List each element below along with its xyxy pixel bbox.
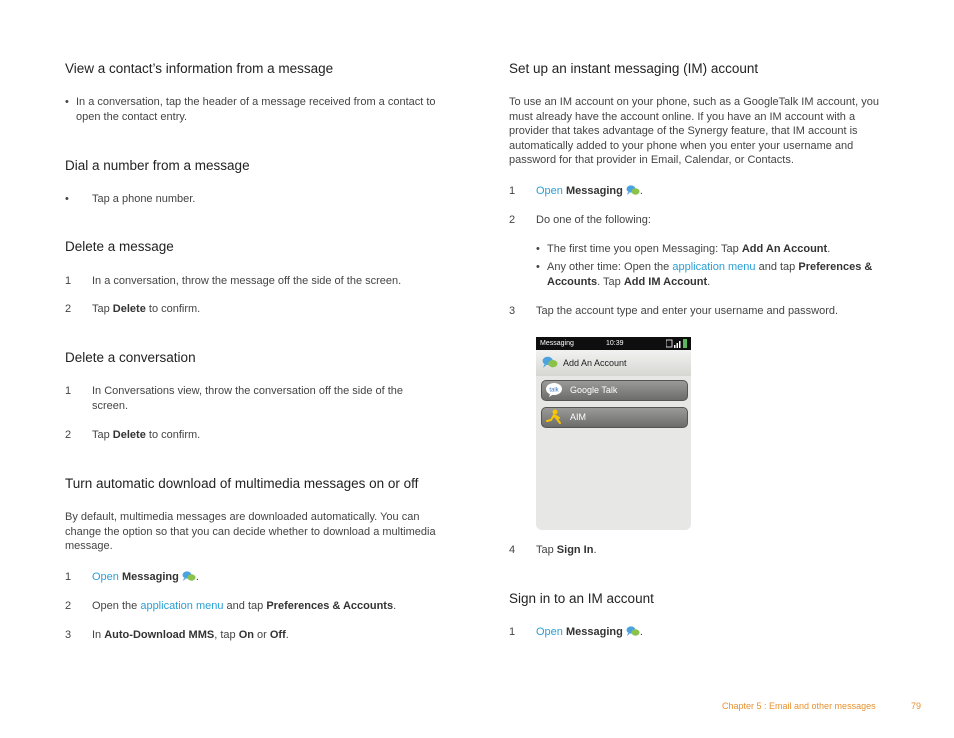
google-talk-icon — [545, 382, 563, 398]
phone-app-label: Messaging — [540, 340, 574, 347]
messaging-icon — [626, 184, 640, 196]
aim-runner-icon — [545, 409, 563, 425]
footer-chapter: Chapter 5 : Email and other messages — [722, 701, 876, 711]
phone-time: 10:39 — [606, 340, 624, 347]
svg-text:talk: talk — [549, 387, 559, 394]
phone-screenshot — [536, 337, 691, 530]
account-item-label: AIM — [570, 412, 587, 422]
step-number: 2 — [65, 303, 72, 315]
account-item-aim[interactable] — [541, 407, 688, 428]
step-text: In Auto-Download MMS, tap On or Off. — [92, 629, 289, 641]
bullet-marker: • — [65, 96, 69, 108]
step-number: 1 — [65, 275, 72, 287]
phone-status-bar — [536, 337, 691, 350]
sub-bullet-text: The first time you open Messaging: Tap Add An Account. — [547, 243, 831, 255]
bullet-marker: • — [536, 243, 540, 255]
add-account-row[interactable] — [536, 350, 691, 376]
step-number: 4 — [509, 544, 516, 556]
step-number: 3 — [509, 305, 516, 317]
section-intro: To use an IM account on your phone, such as a GoogleTalk IM account, you must already have the account online. If you have an IM account with a provider that takes advantage of the Synergy feature, that IM account is automatically added to your phone when you enter your username and password for that provider in Email, Calendar, or Contacts. — [509, 96, 879, 167]
bullet-text: In a conversation, tap the header of a message received from a contact to open the contact entry. — [76, 96, 436, 123]
step-text: Tap Delete to confirm. — [92, 429, 201, 441]
account-item-label: Google Talk — [570, 385, 618, 395]
step-text: Open the application menu and tap Preferences & Accounts. — [92, 600, 397, 612]
open-link[interactable]: Open — [536, 626, 563, 638]
step-text: Open Messaging . — [536, 626, 643, 638]
step-text: In Conversations view, throw the conversation off the side of the screen. — [92, 385, 404, 412]
heading-delete-message: Delete a message — [65, 239, 174, 254]
step-text: Open Messaging . — [92, 571, 199, 583]
bullet-marker: • — [536, 261, 540, 273]
open-link[interactable]: Open — [536, 185, 563, 197]
step-number: 1 — [509, 626, 516, 638]
messaging-icon — [626, 625, 640, 637]
bullet-text: Tap a phone number. — [92, 193, 196, 205]
application-menu-link[interactable]: application menu — [140, 600, 224, 612]
heading-dial-number: Dial a number from a message — [65, 158, 250, 173]
step-number: 2 — [65, 600, 72, 612]
step-text: In a conversation, throw the message off the side of the screen. — [92, 275, 402, 287]
step-number: 2 — [65, 429, 72, 441]
step-number: 1 — [509, 185, 516, 197]
bullet-marker: • — [65, 193, 69, 205]
section-intro: By default, multimedia messages are downloaded automatically. You can change the option so that you can decide whether to download a multimedia message. — [65, 511, 436, 553]
step-text: Do one of the following: — [536, 214, 651, 226]
step-text: Tap Sign In. — [536, 544, 597, 556]
application-menu-link[interactable]: application menu — [672, 261, 756, 273]
step-number: 2 — [509, 214, 516, 226]
heading-auto-download: Turn automatic download of multimedia messages on or off — [65, 476, 419, 491]
heading-view-contact: View a contact’s information from a message — [65, 61, 334, 76]
step-text: Tap Delete to confirm. — [92, 303, 201, 315]
footer-page-number: 79 — [911, 701, 922, 711]
heading-sign-in-im: Sign in to an IM account — [509, 591, 654, 606]
step-number: 3 — [65, 629, 72, 641]
step-text: Tap the account type and enter your username and password. — [536, 305, 839, 317]
step-number: 1 — [65, 571, 72, 583]
messaging-icon — [542, 354, 558, 370]
add-account-label: Add An Account — [563, 358, 627, 368]
step-number: 1 — [65, 385, 72, 397]
account-item-google-talk[interactable] — [541, 380, 688, 401]
heading-setup-im: Set up an instant messaging (IM) account — [509, 61, 759, 76]
sub-bullet-text: Any other time: Open the application menu and tap Preferences & Accounts. Tap Add IM Account. — [547, 261, 873, 288]
signal-battery-icon — [666, 339, 688, 348]
heading-delete-conversation: Delete a conversation — [65, 350, 196, 365]
messaging-icon — [182, 570, 196, 582]
open-link[interactable]: Open — [92, 571, 119, 583]
step-text: Open Messaging . — [536, 185, 643, 197]
